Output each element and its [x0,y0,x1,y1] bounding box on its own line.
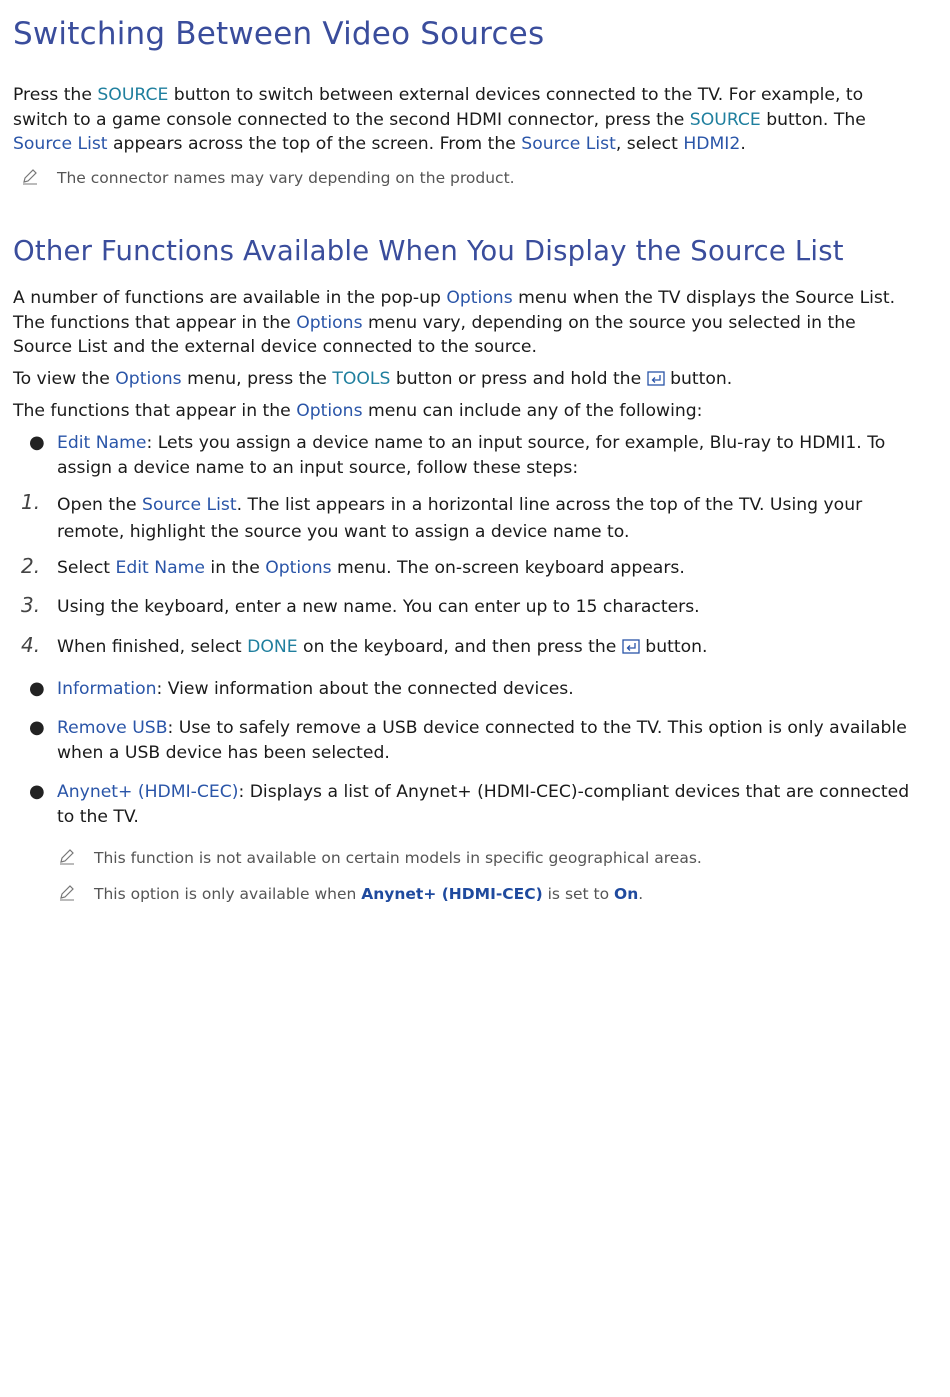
keyword-tools: TOOLS [332,369,391,389]
bullet-dot: ● [29,432,45,453]
paragraph-view-options [13,367,910,392]
text: on the keyboard, and then press the [297,637,622,657]
text: menu. The on-screen keyboard appears. [331,558,685,578]
note-text: is set to [542,885,615,903]
paragraph-options-menu [13,286,910,360]
step-number: 4. [21,633,41,657]
keyword-source-list: Source List [521,134,616,155]
text: menu when the TV displays the Source List. The functions that appear in the [13,288,896,333]
keyword-hdmi2: HDMI2 [683,134,741,155]
keyword-source-list: Source List [142,495,237,515]
note-not-available [94,847,702,869]
note-text: This option is only available when [94,885,362,903]
bullet-dot: ● [29,678,45,699]
keyword-options: Options [265,558,332,578]
text: . [740,134,746,155]
keyword-options: Options [296,312,363,333]
text: button. [639,637,708,657]
note-text: This function is not available on certain models in specific geographical areas. [94,849,702,867]
text: When finished, select [57,637,248,657]
keyword-anynet: Anynet+ (HDMI-CEC) [361,885,543,903]
keyword-anynet: Anynet+ (HDMI-CEC) [57,782,239,802]
note-text: . [638,885,644,903]
bullet-edit-name [57,431,910,480]
keyword-source: SOURCE [689,109,761,130]
keyword-options: Options [115,369,182,389]
keyword-done: DONE [247,637,298,657]
text: A number of functions are available in the pop-up [13,288,447,308]
pencil-icon [58,847,76,871]
bullet-remove-usb [57,716,910,765]
paragraph-functions-list [13,399,910,424]
step-number: 2. [21,554,41,578]
keyword-source-list: Source List [13,134,108,155]
text: Using the keyboard, enter a new name. You can enter up to 15 characters. [57,597,700,617]
text: button or press and hold the [390,369,647,389]
keyword-options: Options [446,288,513,308]
text: : View information about the connected devices. [156,679,574,699]
text: button. [664,369,733,389]
bullet-information [57,677,910,702]
text: Open the [57,495,143,515]
step-number: 1. [21,490,41,514]
keyword-edit-name: Edit Name [57,433,147,453]
step-1 [57,492,910,546]
pencil-icon [58,883,76,907]
keyword-options: Options [296,401,363,421]
note-connector-names [57,167,515,189]
text: : Lets you assign a device name to an input source, for example, Blu-ray to HDMI1. To assign a device name to an input source, follow these steps: [57,433,886,478]
keyword-on: On [614,885,639,903]
step-2 [57,556,910,581]
keyword-edit-name: Edit Name [115,558,205,578]
enter-button-icon [622,637,640,652]
text: Press the [13,85,98,105]
text: : Displays a list of Anynet+ (HDMI-CEC)-compliant devices that are connected to the TV. [57,782,910,827]
section-title-other-functions: Other Functions Available When You Display the Source List [13,235,844,267]
text: . The list appears in a horizontal line across the top of the TV. Using your remote, highlight the source you want to assign a device name to. [57,495,863,542]
keyword-remove-usb: Remove USB [57,718,168,738]
bullet-dot: ● [29,781,45,802]
text: menu, press the [181,369,333,389]
note-text: The connector names may vary depending on the product. [57,169,515,187]
text: The functions that appear in the [13,401,297,421]
text: appears across the top of the screen. From the [107,134,522,155]
paragraph-source-button [13,83,910,157]
step-3 [57,595,910,620]
text: , select [615,134,684,155]
text: button. The [760,109,866,130]
section-title-switching: Switching Between Video Sources [13,16,545,52]
enter-button-icon [647,369,665,384]
step-4 [57,635,910,660]
text: menu can include any of the following: [362,401,703,421]
bullet-anynet [57,780,910,829]
step-number: 3. [21,593,41,617]
pencil-icon [21,167,39,191]
note-anynet-on [94,883,643,905]
keyword-information: Information [57,679,157,699]
text: in the [204,558,266,578]
text: button to switch between external devices connected to the TV. For example, to switch to a game console connected to the second HDMI connector, press the [13,85,864,130]
text: Select [57,558,116,578]
text: To view the [13,369,116,389]
text: : Use to safely remove a USB device connected to the TV. This option is only available when a USB device has been selected. [57,718,907,763]
bullet-dot: ● [29,717,45,738]
keyword-source: SOURCE [97,85,169,105]
text: menu vary, depending on the source you selected in the Source List and the external device connected to the source. [13,312,856,358]
